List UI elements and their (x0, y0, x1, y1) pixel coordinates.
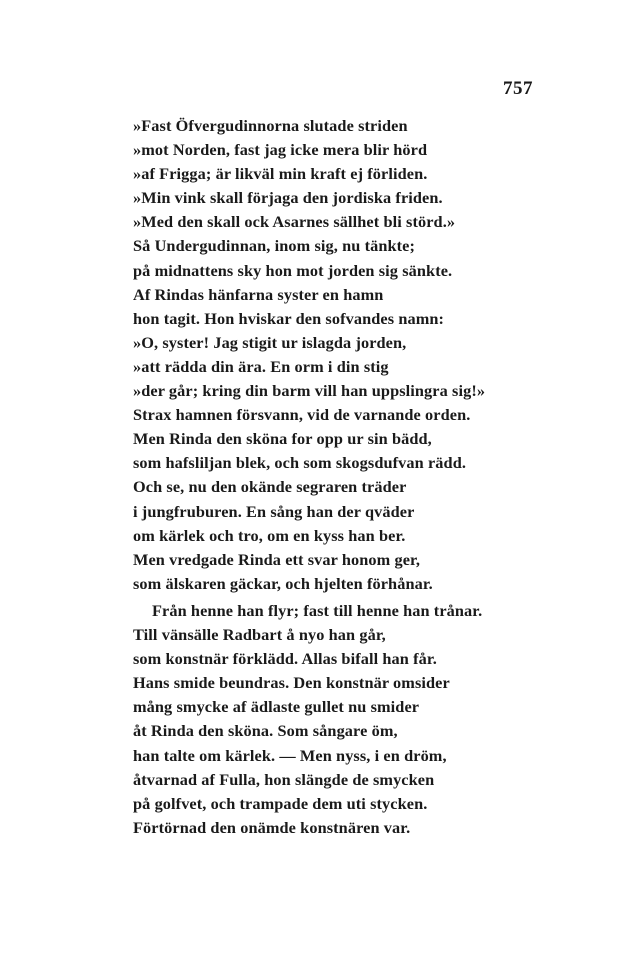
verse-line: i jungfruburen. En sång han der qväder (133, 501, 415, 521)
verse-line: »Med den skall ock Asarnes sällhet bli störd.» (133, 212, 456, 232)
verse-line: »O, syster! Jag stigit ur islagda jorden, (133, 332, 407, 352)
verse-line: Och se, nu den okände segraren träder (133, 477, 407, 497)
verse-line: som älskaren gäckar, och hjelten förhånar. (133, 573, 433, 593)
verse-line: mång smycke af ädlaste gullet nu smider (133, 697, 420, 717)
verse-line: Till vänsälle Radbart å nyo han går, (133, 625, 386, 645)
verse-line: på midnattens sky hon mot jorden sig sänkte. (133, 260, 453, 280)
verse-line: Så Undergudinnan, inom sig, nu tänkte; (133, 236, 416, 256)
verse-line: Af Rindas hänfarna syster en hamn (133, 284, 384, 304)
verse-line: »af Frigga; är likväl min kraft ej förliden. (133, 164, 428, 184)
verse-line: Från henne han flyr; fast till henne han trånar. (152, 601, 483, 620)
verse-line: om kärlek och tro, om en kyss han ber. (133, 525, 406, 545)
verse-line: »att rädda din ära. En orm i din stig (133, 356, 389, 376)
verse-line: som hafsliljan blek, och som skogsdufvan rädd. (133, 453, 467, 473)
page-number: 757 (503, 78, 533, 99)
stanza (133, 114, 485, 596)
verse-line: »Fast Öfvergudinnorna slutade striden (133, 116, 408, 135)
verse-line: som konstnär förklädd. Allas bifall han får. (133, 649, 437, 669)
verse-line: »Min vink skall förjaga den jordiska friden. (133, 188, 443, 208)
verse-line: åt Rinda den sköna. Som sångare öm, (133, 721, 398, 741)
verse-line: Strax hamnen försvann, vid de varnande orden. (133, 405, 471, 425)
verse-line: Men vredgade Rinda ett svar honom ger, (133, 549, 421, 569)
verse-line: hon tagit. Hon hviskar den sofvandes namn: (133, 308, 445, 328)
verse-line: åtvarnad af Fulla, hon slängde de smycken (133, 769, 435, 789)
verse-line: »mot Norden, fast jag icke mera blir hörd (133, 140, 428, 160)
verse-line: »der går; kring din barm vill han uppslingra sig!» (133, 381, 486, 401)
verse-line: Men Rinda den sköna for opp ur sin bädd, (133, 429, 432, 449)
verse-line: han talte om kärlek. — Men nyss, i en dröm, (133, 745, 447, 765)
stanza (133, 599, 482, 840)
verse-line: på golfvet, och trampade dem uti stycken. (133, 793, 428, 813)
verse-line: Förtörnad den onämde konstnären var. (133, 817, 411, 837)
verse-line: Hans smide beundras. Den konstnär omsider (133, 673, 450, 693)
